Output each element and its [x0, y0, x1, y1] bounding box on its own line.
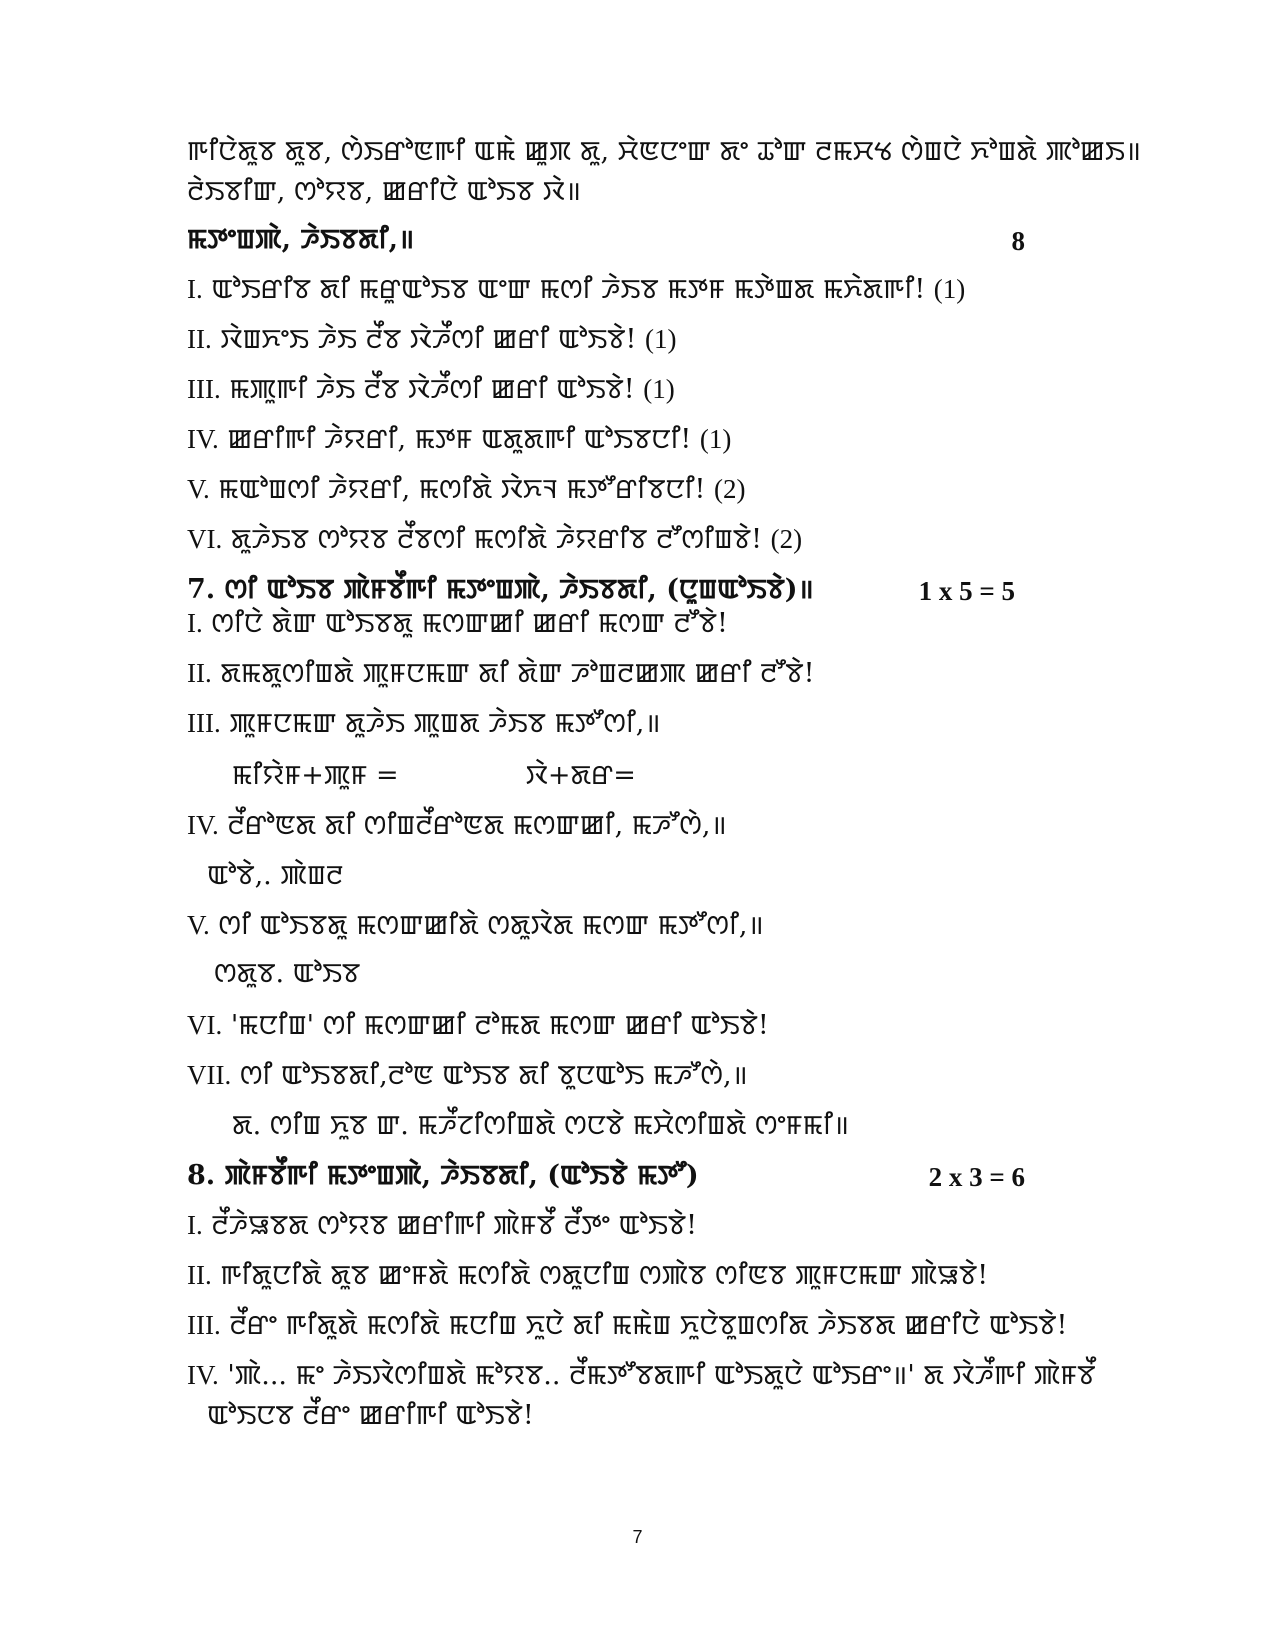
item-text: ꯂꯩꯍꯥꯎꯕꯗ ꯁꯣꯌꯕ ꯀꯔꯤꯒꯤ ꯄꯥꯝꯕꯩ ꯂꯩꯇꯦ ꯑꯣꯏꯕꯥ! [211, 1210, 697, 1241]
section6-heading: ꯃꯇꯦꯡꯄꯥ, ꯍꯥꯏꯕꯗꯤ,॥ [187, 224, 415, 255]
item-text: ꯁꯤꯅꯥ ꯗꯥꯛ ꯑꯣꯏꯕꯗꯨ ꯃꯁꯛꯀꯤ ꯀꯔꯤ ꯃꯁꯛ ꯂꯧꯕꯥ! [211, 608, 728, 639]
section8-item [187, 1312, 1067, 1339]
section8-marks: 2 x 3 = 6 [928, 1162, 1025, 1192]
item-label: II. [187, 324, 212, 354]
item-label: III. [187, 1310, 221, 1340]
section7-subline: ꯗ. ꯁꯤꯡ ꯈꯨꯕ ꯛ. ꯃꯍꯩꯖꯤꯁꯤꯡꯗꯥ ꯁꯅꯕꯥ ꯃꯆꯥꯁꯤꯡꯗꯥ ꯁꯦꯝꯃꯤ॥ [232, 1110, 850, 1141]
item-text: ꯂꯩꯔꯣꯟꯗ ꯗꯤ ꯁꯤꯡꯂꯩꯔꯣꯟꯗ ꯃꯁꯛꯀꯤ, ꯃꯍꯧꯁꯥ,॥ [227, 810, 727, 841]
item-label: II. [187, 658, 212, 688]
item-label: III. [187, 708, 221, 738]
sandhi-right: ꯋꯥ+ꯗꯔ= [525, 760, 636, 791]
section7-item [187, 912, 764, 939]
item-label: VI. [187, 524, 223, 554]
section6-marks: 8 [1011, 226, 1025, 256]
item-label: II. [187, 1260, 212, 1290]
intro-line-2: ꯂꯥꯏꯕꯤꯛ, ꯁꯣꯌꯕ, ꯀꯔꯤꯅꯥ ꯑꯣꯏꯕ ꯋꯥ॥ [187, 176, 582, 207]
section6-item [187, 426, 731, 453]
item-label: V. [187, 910, 210, 940]
item-text: 'ꯃꯅꯤꯡ' ꯁꯤ ꯃꯁꯛꯀꯤ ꯂꯣꯃꯗ ꯃꯁꯛ ꯀꯔꯤ ꯑꯣꯏꯕꯥ! [230, 1010, 769, 1041]
item-label: I. [187, 608, 203, 638]
item-label: III. [187, 374, 221, 404]
item-label: IV. [187, 810, 219, 840]
item-marks: (1) [643, 374, 675, 404]
item-text: ꯗꯨꯍꯥꯏꯕ ꯁꯣꯌꯕ ꯂꯩꯕꯁꯤ ꯃꯁꯤꯗꯥ ꯍꯥꯌꯔꯤꯕ ꯂꯧꯁꯤꯡꯕꯥ! [230, 524, 763, 555]
section6-item [187, 276, 965, 303]
section7-subline: ꯁꯗꯨꯕ. ꯑꯣꯏꯕ [214, 958, 361, 989]
section6-item [187, 526, 802, 553]
section7-item [187, 710, 661, 737]
section7-subline [232, 762, 636, 789]
section6-item [187, 376, 675, 403]
section7-item [187, 1012, 769, 1039]
item-marks: (2) [713, 474, 746, 504]
intro-line-1: ꯒꯤꯅꯥꯗꯨꯕ ꯗꯨꯕ, ꯁꯥꯏꯔꯣꯟꯒꯤ ꯑꯃꯥ ꯀꯨꯞ ꯗꯨ, ꯆꯥꯟꯅꯦꯛ ꯗꯦ ꯊꯣꯛ ꯂꯃꯆꯠ ꯁꯥꯡꯅꯥ ꯈꯣꯡꯗꯥ ꯄꯣꯀꯏ॥ [187, 136, 1141, 167]
section8-item [187, 1362, 1096, 1389]
item-text: ꯁꯤ ꯑꯣꯏꯕꯗꯨ ꯃꯁꯛꯀꯤꯗꯥ ꯁꯗꯨꯋꯥꯗ ꯃꯁꯛ ꯃꯇꯧꯁꯤ,॥ [218, 910, 764, 941]
section7-marks: 1 x 5 = 5 [918, 576, 1015, 606]
item-marks: (1) [699, 424, 732, 454]
item-text: ꯁꯤ ꯑꯣꯏꯕꯗꯤ,ꯂꯣꯟ ꯑꯣꯏꯕ ꯗꯤ ꯕꯨꯅꯑꯣꯏ ꯃꯍꯧꯁꯥ,॥ [239, 1060, 748, 1091]
item-text: 'ꯄꯥ... ꯃꯦ ꯍꯥꯏꯋꯥꯁꯤꯡꯗꯥ ꯃꯣꯌꯕ.. ꯂꯩꯃꯇꯧꯕꯗꯒꯤ ꯑꯣꯏꯗꯨꯅꯥ ꯑꯣꯏꯔꯦ॥' ꯗ ꯋꯥꯍꯩꯒꯤ ꯄꯥꯝꯕꯩ [227, 1360, 1096, 1391]
item-label: I. [187, 1210, 203, 1240]
section7-subline: ꯑꯣꯕꯥ,. ꯄꯥꯡꯂ [207, 860, 344, 891]
item-text: ꯑꯣꯏꯔꯤꯕ ꯗꯤ ꯃꯔꯨꯑꯣꯏꯕ ꯑꯦꯛ ꯃꯁꯤ ꯍꯥꯏꯕ ꯃꯇꯝ ꯃꯇꯥꯡꯗ ꯃꯈꯥꯗꯒꯤ! [211, 274, 926, 305]
sandhi-left: ꯃꯤꯌꯥꯝ+ꯄꯨꯝ = [232, 760, 399, 791]
item-text: ꯀꯔꯤꯒꯤ ꯍꯥꯌꯔꯤ, ꯃꯇꯝ ꯑꯗꯨꯗꯒꯤ ꯑꯣꯏꯕꯅꯤ! [227, 424, 692, 455]
item-text: ꯋꯥꯡꯈꯦꯏ ꯍꯥꯏ ꯂꯩꯕ ꯋꯥꯍꯩꯁꯤ ꯀꯔꯤ ꯑꯣꯏꯕꯥ! [220, 324, 637, 355]
section6-item [187, 476, 745, 503]
item-text: ꯂꯩꯔꯦ ꯒꯤꯗꯨꯗꯥ ꯃꯁꯤꯗꯥ ꯃꯅꯤꯡ ꯈꯨꯅꯥ ꯗꯤ ꯃꯃꯥꯡ ꯈꯨꯅꯥꯕꯨꯡꯁꯤꯗ ꯍꯥꯏꯕꯗ ꯀꯔꯤꯅꯥ ꯑꯣꯏꯕꯥ! [229, 1310, 1068, 1341]
item-marks: (2) [770, 524, 803, 554]
item-label: I. [187, 274, 203, 304]
section8-item [187, 1212, 697, 1239]
item-label: VI. [187, 1010, 223, 1040]
item-label: V. [187, 474, 210, 504]
item-text: ꯄꯨꯝꯅꯃꯛ ꯗꯨꯍꯥꯏ ꯄꯨꯡꯗ ꯍꯥꯏꯕ ꯃꯇꯧꯁꯤ,॥ [229, 708, 661, 739]
item-text: ꯃꯄꯨꯒꯤ ꯍꯥꯏ ꯂꯩꯕ ꯋꯥꯍꯩꯁꯤ ꯀꯔꯤ ꯑꯣꯏꯕꯥ! [229, 374, 635, 405]
section7-item [187, 660, 814, 687]
section7-heading: 7. ꯁꯤ ꯑꯣꯏꯕ ꯄꯥꯝꯕꯩꯒꯤ ꯃꯇꯦꯡꯄꯥ, ꯍꯥꯏꯕꯗꯤ, (ꯅꯨꯡꯑꯣꯏꯕꯥ)॥ [187, 574, 814, 605]
item-marks: (1) [644, 324, 677, 354]
section6-item [187, 326, 676, 353]
item-label: VII. [187, 1060, 232, 1090]
item-label: IV. [187, 1360, 219, 1390]
page-number: 7 [632, 1527, 643, 1547]
item-text: ꯃꯑꯣꯡꯁꯤ ꯍꯥꯌꯔꯤ, ꯃꯁꯤꯗꯥ ꯋꯥꯈꯜ ꯃꯇꯧꯔꯤꯕꯅꯤ! [218, 474, 706, 505]
item-label: IV. [187, 424, 219, 454]
section7-item [187, 1062, 748, 1089]
item-text: ꯒꯤꯗꯨꯅꯤꯗꯥ ꯗꯨꯕ ꯀꯦꯝꯗꯥ ꯃꯁꯤꯗꯥ ꯁꯗꯨꯅꯤꯡ ꯁꯄꯥꯕ ꯁꯤꯟꯕ ꯄꯨꯝꯅꯃꯛ ꯄꯥꯎꯕꯥ! [220, 1260, 989, 1291]
section8-item-continuation: ꯑꯣꯏꯅꯕ ꯂꯩꯔꯦ ꯀꯔꯤꯒꯤ ꯑꯣꯏꯕꯥ! [207, 1400, 534, 1431]
section8-item [187, 1262, 988, 1289]
item-marks: (1) [933, 274, 966, 304]
section7-item [187, 812, 727, 839]
section7-item [187, 610, 728, 637]
section8-heading: 8. ꯄꯥꯝꯕꯩꯒꯤ ꯃꯇꯦꯡꯄꯥ, ꯍꯥꯏꯕꯗꯤ, (ꯑꯣꯏꯕꯥ ꯃꯇꯧ) [187, 1160, 699, 1191]
item-text: ꯗꯃꯗꯨꯁꯤꯡꯗꯥ ꯄꯨꯝꯅꯃꯛ ꯗꯤ ꯗꯥꯛ ꯍꯣꯡꯂꯀꯄ ꯀꯔꯤ ꯂꯧꯕꯥ! [220, 658, 815, 689]
